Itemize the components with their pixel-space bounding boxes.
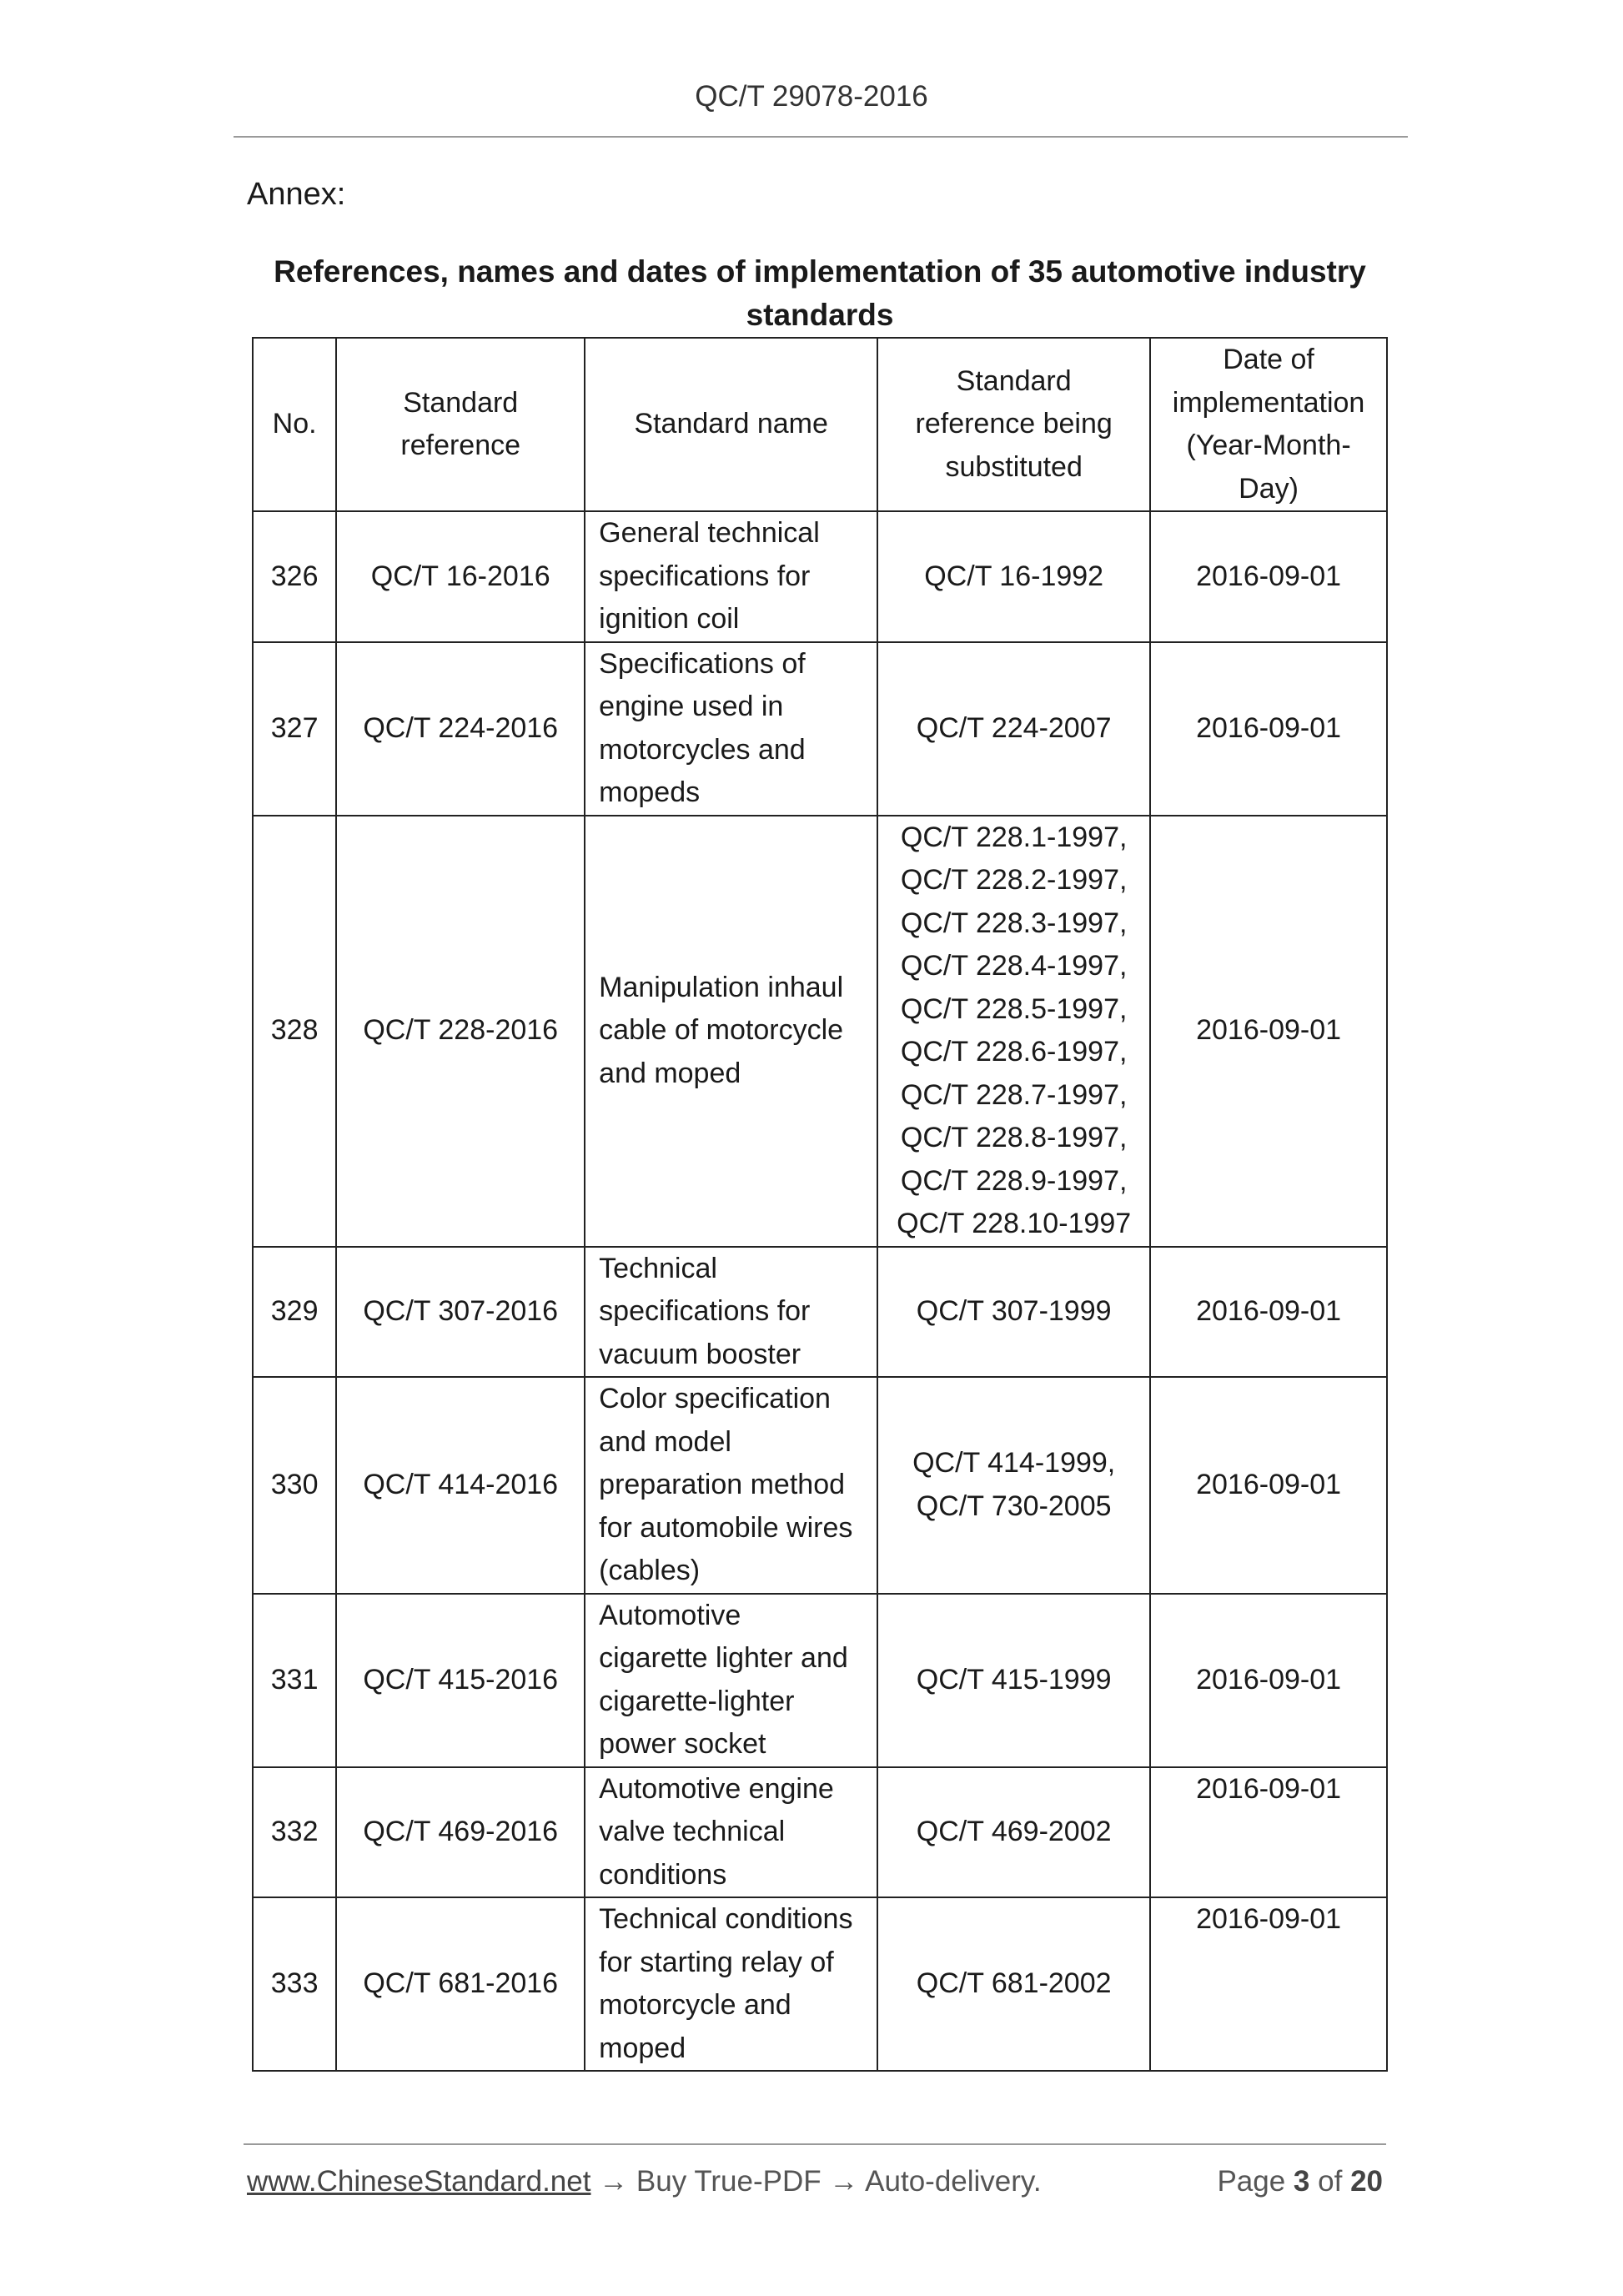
name-line: motorcycles and xyxy=(599,733,806,766)
substituted-reference xyxy=(877,1594,1150,1767)
substituted-line: QC/T 228.3-1997, xyxy=(900,907,1128,939)
page-total: 20 xyxy=(1350,2165,1383,2198)
site-link[interactable]: www.ChineseStandard.net xyxy=(247,2165,591,2198)
standard-reference: QC/T 307-2016 xyxy=(336,1247,585,1378)
substituted-line: QC/T 16-1992 xyxy=(924,560,1104,592)
name-line: Technical xyxy=(599,1252,717,1284)
substituted-line: QC/T 228.4-1997, xyxy=(900,950,1128,982)
document-code-header: QC/T 29078-2016 xyxy=(695,80,928,113)
row-number: 332 xyxy=(253,1767,336,1898)
substituted-line: QC/T 228.10-1997 xyxy=(897,1208,1132,1239)
page-footer xyxy=(247,2165,1386,2198)
header-substituted-reference xyxy=(877,338,1150,511)
substituted-reference xyxy=(877,1897,1150,2071)
header-no: No. xyxy=(253,338,336,511)
name-line: and moped xyxy=(599,1057,741,1089)
name-line: engine used in xyxy=(599,691,784,722)
substituted-line: QC/T 228.5-1997, xyxy=(900,992,1128,1025)
substituted-line: QC/T 730-2005 xyxy=(916,1490,1112,1522)
name-line: for automobile wires xyxy=(599,1511,853,1544)
substituted-line: QC/T 681-2002 xyxy=(916,1967,1112,2000)
standard-name xyxy=(585,1767,877,1898)
table-row xyxy=(253,816,1387,1247)
standard-name xyxy=(585,1594,877,1767)
table-row xyxy=(253,1377,1387,1594)
standard-name xyxy=(585,511,877,642)
substituted-line: QC/T 228.9-1997, xyxy=(900,1164,1128,1197)
substituted-reference xyxy=(877,511,1150,642)
substituted-line: QC/T 415-1999 xyxy=(916,1663,1112,1696)
of-word: of xyxy=(1318,2165,1343,2198)
table-title: References, names and dates of implementation of 35 automotive industry standards xyxy=(274,254,1366,332)
name-line: Technical conditions xyxy=(599,1903,853,1935)
implementation-date: 2016-09-01 xyxy=(1150,1594,1387,1767)
substituted-line: QC/T 469-2002 xyxy=(916,1816,1112,1847)
name-line: vacuum booster xyxy=(599,1338,801,1370)
header-line: Standard xyxy=(956,364,1072,397)
footer-tagline: → Buy True-PDF → Auto-delivery. xyxy=(590,2165,1042,2198)
page-word: Page xyxy=(1217,2165,1286,2198)
implementation-date: 2016-09-01 xyxy=(1150,1377,1387,1594)
standard-reference: QC/T 228-2016 xyxy=(336,816,585,1247)
implementation-date: 2016-09-01 xyxy=(1150,816,1387,1247)
substituted-line: QC/T 228.6-1997, xyxy=(900,1036,1128,1068)
name-line: (cables) xyxy=(599,1555,701,1586)
standard-reference: QC/T 414-2016 xyxy=(336,1377,585,1594)
standard-name xyxy=(585,816,877,1247)
header-line: Date of xyxy=(1223,344,1314,375)
header-line: (Year-Month- xyxy=(1186,430,1351,461)
table-row xyxy=(253,642,1387,816)
substituted-line: QC/T 228.2-1997, xyxy=(900,864,1128,896)
substituted-line: QC/T 307-1999 xyxy=(916,1295,1112,1327)
name-line: specifications for xyxy=(599,1295,811,1327)
footer-divider xyxy=(244,2143,1386,2145)
table-row xyxy=(253,1247,1387,1378)
header-line: Day) xyxy=(1239,472,1299,505)
name-line: General technical xyxy=(599,517,820,549)
row-number: 331 xyxy=(253,1594,336,1767)
header-line: reference being xyxy=(915,408,1113,440)
name-line: conditions xyxy=(599,1858,727,1891)
standard-name xyxy=(585,1377,877,1594)
standards-table xyxy=(252,337,1388,2072)
header-line: reference xyxy=(400,430,521,461)
page-number: 3 xyxy=(1293,2165,1310,2198)
name-line: Automotive xyxy=(599,1599,741,1631)
name-line: for starting relay of xyxy=(599,1946,834,1978)
name-line: Automotive engine xyxy=(599,1772,834,1805)
name-line: preparation method xyxy=(599,1469,846,1500)
name-line: valve technical xyxy=(599,1816,786,1847)
standard-name xyxy=(585,1247,877,1378)
standard-reference: QC/T 16-2016 xyxy=(336,511,585,642)
name-line: Manipulation inhaul xyxy=(599,971,844,1003)
name-line: power socket xyxy=(599,1728,766,1760)
name-line: moped xyxy=(599,2032,686,2064)
substituted-line: QC/T 228.1-1997, xyxy=(900,821,1128,853)
table-row xyxy=(253,1767,1387,1898)
table-row xyxy=(253,511,1387,642)
row-number: 326 xyxy=(253,511,336,642)
row-number: 327 xyxy=(253,642,336,816)
substituted-line: QC/T 414-1999, xyxy=(912,1447,1116,1480)
standard-name xyxy=(585,1897,877,2071)
table-row xyxy=(253,1897,1387,2071)
standard-reference: QC/T 681-2016 xyxy=(336,1897,585,2071)
header-divider xyxy=(234,136,1408,138)
header-line: implementation xyxy=(1172,386,1365,419)
substituted-line: QC/T 228.8-1997, xyxy=(900,1122,1128,1153)
name-line: ignition coil xyxy=(599,603,740,635)
row-number: 328 xyxy=(253,816,336,1247)
substituted-reference xyxy=(877,1767,1150,1898)
header-line: Standard xyxy=(403,386,519,419)
name-line: mopeds xyxy=(599,776,701,808)
standard-reference: QC/T 469-2016 xyxy=(336,1767,585,1898)
name-line: cigarette-lighter xyxy=(599,1685,795,1717)
substituted-reference xyxy=(877,1377,1150,1594)
header-standard-name: Standard name xyxy=(585,338,877,511)
name-line: Color specification xyxy=(599,1383,831,1414)
name-line: motorcycle and xyxy=(599,1989,791,2021)
implementation-date: 2016-09-01 xyxy=(1150,1247,1387,1378)
header-standard-reference xyxy=(336,338,585,511)
row-number: 330 xyxy=(253,1377,336,1594)
table-header-row xyxy=(253,338,1387,511)
name-line: Specifications of xyxy=(599,647,806,680)
annex-label: Annex: xyxy=(247,177,346,212)
name-line: and model xyxy=(599,1425,731,1458)
name-line: specifications for xyxy=(599,560,811,592)
implementation-date: 2016-09-01 xyxy=(1150,642,1387,816)
header-line: substituted xyxy=(945,450,1083,483)
standard-reference: QC/T 224-2016 xyxy=(336,642,585,816)
implementation-date: 2016-09-01 xyxy=(1150,1897,1387,2071)
substituted-line: QC/T 228.7-1997, xyxy=(900,1078,1128,1111)
row-number: 329 xyxy=(253,1247,336,1378)
substituted-line: QC/T 224-2007 xyxy=(916,711,1112,744)
standard-name xyxy=(585,642,877,816)
name-line: cable of motorcycle xyxy=(599,1014,844,1047)
table-row xyxy=(253,1594,1387,1767)
implementation-date: 2016-09-01 xyxy=(1150,511,1387,642)
substituted-reference xyxy=(877,642,1150,816)
substituted-reference xyxy=(877,816,1150,1247)
row-number: 333 xyxy=(253,1897,336,2071)
page-indicator xyxy=(1217,2165,1383,2198)
header-implementation-date xyxy=(1150,338,1387,511)
standard-reference: QC/T 415-2016 xyxy=(336,1594,585,1767)
implementation-date: 2016-09-01 xyxy=(1150,1767,1387,1898)
name-line: cigarette lighter and xyxy=(599,1642,848,1674)
substituted-reference xyxy=(877,1247,1150,1378)
